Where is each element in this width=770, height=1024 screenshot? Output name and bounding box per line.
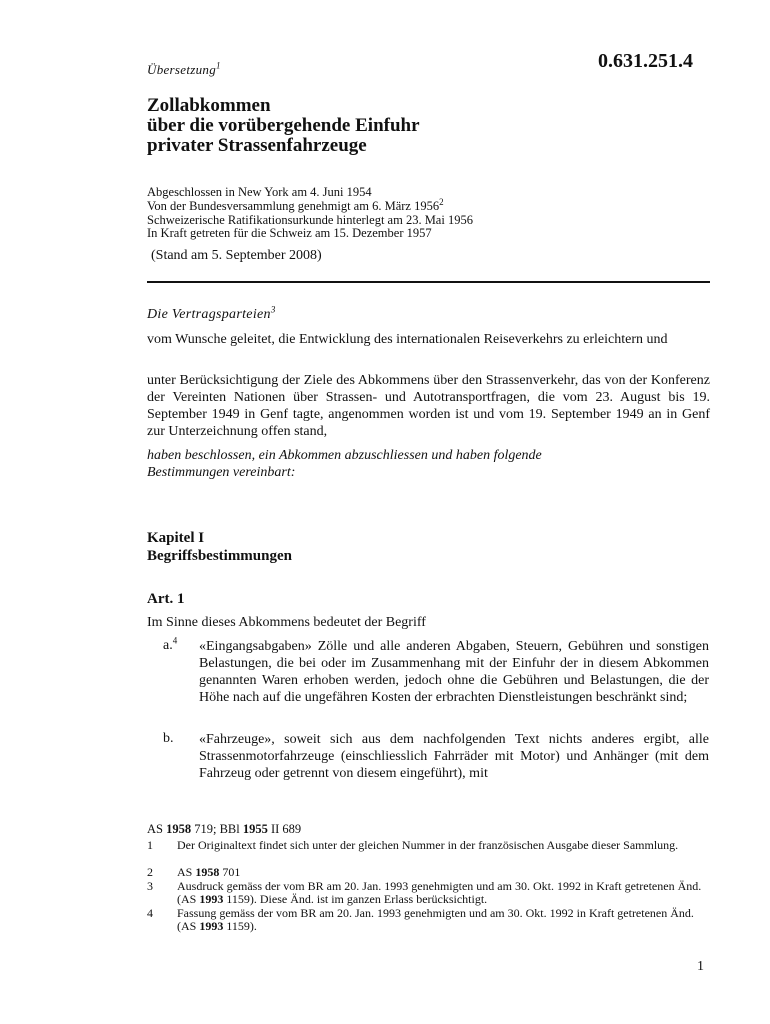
title-line-2: über die vorübergehende Einfuhr (147, 115, 420, 136)
chapter-heading (147, 529, 292, 565)
footnote-3 (147, 880, 709, 906)
item-a-label (163, 635, 178, 654)
title-line-3: privater Strassenfahrzeuge (147, 135, 367, 156)
source-as-label: AS (147, 822, 163, 836)
footnote-4 (147, 907, 709, 933)
footnote-text-a: Fassung gemäss der vom BR am 20. Jan. 1993 genehmigten und am 30. Okt. 1992 in Kraft getretenen Änd. (AS (177, 906, 694, 933)
preamble-resolution: haben beschlossen, ein Abkommen abzuschliessen und haben folgende Bestimmungen vereinbart: (147, 448, 542, 480)
source-reference (147, 822, 301, 837)
footnote-ref-2[interactable]: 2 (439, 196, 444, 207)
meta-approved (147, 196, 707, 214)
item-b-label: b. (163, 731, 174, 746)
article-intro: Im Sinne dieses Abkommens bedeutet der Begriff (147, 615, 426, 630)
preamble-para-2: unter Berücksichtigung der Ziele des Abkommens über den Strassenverkehr, das von der Konferenz der Vereinten Nationen über Strassen- und Autotransportfragen, die vom 23. August bis 19. September 1949 in Genf tagte, angenommen worden ist und vom 19. September 1949 an in Genf zur Unterzeichnung offen stand, (147, 373, 710, 439)
footnote-text (177, 880, 707, 906)
meta-ratified: Schweizerische Ratifikationsurkunde hinterlegt am 23. Mai 1956 (147, 212, 473, 227)
item-a-letter: a. (163, 638, 173, 653)
item-b-text: «Fahrzeuge», soweit sich aus dem nachfolgenden Text nichts anderes ergibt, alle Strassenmotorfahrzeuge (einschliesslich Fahrräder mit Motor) und Anhänger (mit dem Fahrzeug oder getrennt von diesem eingeführt), mit (199, 732, 709, 781)
footnote-text-a: Ausdruck gemäss der vom BR am 20. Jan. 1993 genehmigten und am 30. Okt. 1992 in Kraft getretenen Änd. (AS (177, 879, 702, 906)
source-bbl-year: 1955 (242, 822, 268, 836)
footnote-as-page: 701 (222, 865, 241, 879)
footnote-text-b: 1159). (226, 919, 257, 933)
footnote-ref-3[interactable]: 3 (270, 304, 276, 315)
translation-text: Übersetzung (147, 62, 217, 77)
translation-label (147, 62, 221, 78)
article-heading: Art. 1 (147, 591, 185, 607)
source-as-year: 1958 (166, 822, 192, 836)
preamble-para-1: vom Wunsche geleitet, die Entwicklung des internationalen Reiseverkehrs zu erleichtern und (147, 332, 668, 347)
footnote-text (177, 866, 707, 879)
page-number: 1 (697, 959, 704, 974)
footnote-as-year: 1993 (199, 919, 224, 933)
meta-approved-text: Von der Bundesversammlung genehmigt am 6. März 1956 (147, 198, 440, 213)
sr-number: 0.631.251.4 (598, 50, 693, 72)
footnote-number: 2 (147, 865, 153, 879)
footnote-text-b: 1159). Diese Änd. ist im ganzen Erlass berücksichtigt. (226, 892, 488, 906)
document-meta (147, 186, 707, 241)
footnote-ref-1[interactable]: 1 (216, 60, 221, 71)
title-line-1: Zollabkommen (147, 95, 271, 116)
status-date: (Stand am 5. September 2008) (151, 248, 322, 263)
footnote-as-label: AS (177, 865, 193, 879)
meta-in-force: In Kraft getreten für die Schweiz am 15. Dezember 1957 (147, 226, 432, 241)
footnote-number: 1 (147, 838, 153, 852)
item-a-text: «Eingangsabgaben» Zölle und alle anderen Abgaben, Steuern, Gebühren und sonstigen Belastungen, die bei oder im Zusammenhang mit der Einfuhr der in diesem Abkommen genannten Waren erhoben werden, jedoch ohne die Gebühren und Belastungen, die der Höhe nach auf die ungefähren Kosten der erbrachten Dienstleistungen beschränkt sind; (199, 639, 709, 705)
chapter-number: Kapitel I (147, 530, 205, 546)
footnote-number: 4 (147, 906, 153, 920)
parties-text: Die Vertragsparteien (147, 307, 271, 322)
footnote-1 (147, 839, 709, 865)
chapter-title: Begriffsbestimmungen (147, 548, 292, 564)
footnote-as-year: 1958 (195, 865, 220, 879)
footnote-2 (147, 866, 709, 879)
footnote-text (177, 907, 707, 933)
source-bbl-page: II 689 (270, 822, 302, 836)
document-title (147, 96, 707, 156)
preamble-parties (147, 306, 710, 323)
footnote-text: Der Originaltext findet sich unter der gleichen Nummer in der französischen Ausgabe dieser Sammlung. (177, 838, 679, 852)
footnote-ref-4[interactable]: 4 (172, 635, 178, 646)
header-divider (147, 281, 710, 283)
source-as-page: 719; BBl (194, 822, 240, 836)
meta-concluded: Abgeschlossen in New York am 4. Juni 1954 (147, 185, 372, 199)
footnote-as-year: 1993 (199, 892, 224, 906)
footnote-number: 3 (147, 879, 153, 893)
